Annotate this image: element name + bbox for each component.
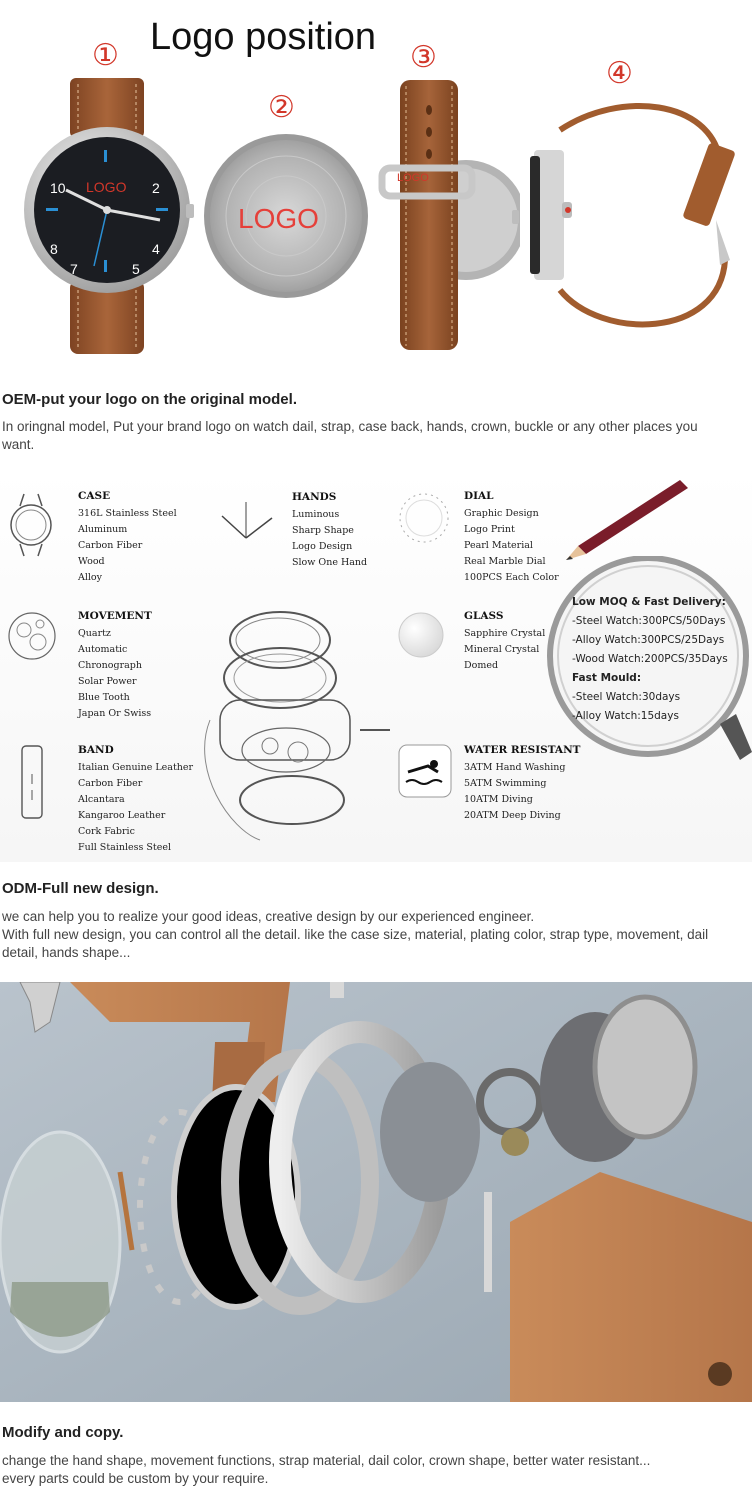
dial-spec-item: Logo Print <box>464 524 515 535</box>
moq-title: Low MOQ & Fast Delivery: <box>572 596 726 608</box>
glass-spec-item: Mineral Crystal <box>464 644 540 655</box>
movement-spec-list <box>78 626 151 722</box>
band-spec-item: Full Stainless Steel <box>78 842 171 853</box>
exploded-3d-render <box>0 982 752 1402</box>
movement-spec-item: Automatic <box>78 644 128 655</box>
glass-spec-list <box>464 626 545 674</box>
band-spec-list <box>78 760 193 856</box>
hands-icon <box>216 498 276 543</box>
hands-spec-item: Sharp Shape <box>292 525 354 536</box>
magnifier-content <box>572 593 728 726</box>
mould-item: -Alloy Watch:15days <box>572 710 679 722</box>
band-spec-item: Carbon Fiber <box>78 778 143 789</box>
oem-description-line-2: want. <box>2 437 35 452</box>
dial-spec-item: Graphic Design <box>464 508 539 519</box>
water-spec-item: 5ATM Swimming <box>464 778 547 789</box>
band-spec-item: Alcantara <box>78 794 125 805</box>
case-spec-item: Alloy <box>78 572 103 583</box>
case-spec-item: Wood <box>78 556 105 567</box>
modify-heading: Modify and copy. <box>2 1424 124 1441</box>
water-spec-list <box>464 760 565 824</box>
oem-description-line-1: In oringnal model, Put your brand logo on watch dail, strap, case back, hands, crown, buckle or any other places you <box>2 419 698 434</box>
dial-spec-item: 100PCS Each Color <box>464 572 559 583</box>
odm-heading: ODM-Full new design. <box>2 880 159 897</box>
position-2-marker: ② <box>268 91 295 124</box>
case-back-logo-text: LOGO <box>238 203 319 234</box>
hands-spec-item: Slow One Hand <box>292 557 368 568</box>
position-1-marker: ① <box>92 39 119 72</box>
moq-item: -Steel Watch:300PCS/50Days <box>572 615 726 627</box>
mould-item: -Steel Watch:30days <box>572 691 681 703</box>
water-spec-title: WATER RESISTANT <box>464 744 581 756</box>
glass-icon <box>396 610 446 660</box>
dial-spec-item: Pearl Material <box>464 540 533 551</box>
pencil-icon <box>560 474 690 564</box>
odm-description-line-2: With full new design, you can control all the detail. like the case size, material, plating color, strap type, movement, dail <box>2 927 709 942</box>
water-spec-item: 3ATM Hand Washing <box>464 762 566 773</box>
dial-number-7: 7 <box>70 261 78 277</box>
glass-spec-item: Domed <box>464 660 499 671</box>
band-spec-title: BAND <box>78 744 114 756</box>
movement-spec-item: Japan Or Swiss <box>78 708 152 719</box>
dial-number-2: 2 <box>152 180 160 196</box>
dial-number-8: 8 <box>50 241 58 257</box>
moq-item: -Alloy Watch:300PCS/25Days <box>572 634 725 646</box>
hands-spec-item: Logo Design <box>292 541 353 552</box>
movement-spec-title: MOVEMENT <box>78 610 152 622</box>
water-spec-item: 20ATM Deep Diving <box>464 810 561 821</box>
watch-front-illustration <box>20 70 200 360</box>
hands-spec-title: HANDS <box>292 491 337 503</box>
dial-spec-item: Real Marble Dial <box>464 556 546 567</box>
watch-buckle-illustration <box>370 70 520 360</box>
movement-icon <box>6 608 58 664</box>
dial-spec-title: DIAL <box>464 490 494 502</box>
water-spec-item: 10ATM Diving <box>464 794 533 805</box>
band-spec-item: Kangaroo Leather <box>78 810 166 821</box>
position-3-marker: ③ <box>410 41 437 74</box>
dial-logo-text: LOGO <box>86 179 127 195</box>
moq-item: -Wood Watch:200PCS/35Days <box>572 653 728 665</box>
oem-heading: OEM-put your logo on the original model. <box>2 391 297 408</box>
modify-description-line-2: every parts could be custom by your require. <box>2 1471 269 1486</box>
band-spec-item: Cork Fabric <box>78 826 135 837</box>
fast-mould-title: Fast Mould: <box>572 672 642 684</box>
glass-spec-title: GLASS <box>464 610 504 622</box>
glass-spec-item: Sapphire Crystal <box>464 628 546 639</box>
case-icon <box>6 490 56 560</box>
case-spec-item: Aluminum <box>78 524 128 535</box>
dial-number-5: 5 <box>132 261 140 277</box>
logo-position-title: Logo position <box>150 16 377 58</box>
position-4-marker: ④ <box>606 57 633 90</box>
dial-number-10: 10 <box>50 180 66 196</box>
case-spec-list <box>78 506 177 586</box>
movement-spec-item: Quartz <box>78 628 111 639</box>
dial-icon <box>396 488 452 548</box>
exploded-watch-sketch <box>200 600 400 850</box>
modify-description-line-1: change the hand shape, movement functions, strap material, dail color, crown shape, better water resistant... <box>2 1453 651 1468</box>
hands-spec-list <box>292 507 367 571</box>
band-icon <box>16 744 50 820</box>
case-back-illustration <box>200 128 370 303</box>
movement-spec-item: Chronograph <box>78 660 142 671</box>
movement-spec-item: Blue Tooth <box>78 692 130 703</box>
dial-number-4: 4 <box>152 241 160 257</box>
movement-spec-item: Solar Power <box>78 676 137 687</box>
hands-spec-item: Luminous <box>292 509 340 520</box>
swimmer-icon <box>398 744 452 798</box>
case-spec-item: 316L Stainless Steel <box>78 508 177 519</box>
band-spec-item: Italian Genuine Leather <box>78 762 194 773</box>
case-spec-title: CASE <box>78 490 111 502</box>
odm-description-line-3: detail, hands shape... <box>2 945 131 960</box>
watch-crown-illustration <box>520 90 745 340</box>
case-spec-item: Carbon Fiber <box>78 540 143 551</box>
odm-description-line-1: we can help you to realize your good ideas, creative design by our experienced engineer. <box>2 909 535 924</box>
buckle-logo-text: LOGO <box>397 172 429 184</box>
